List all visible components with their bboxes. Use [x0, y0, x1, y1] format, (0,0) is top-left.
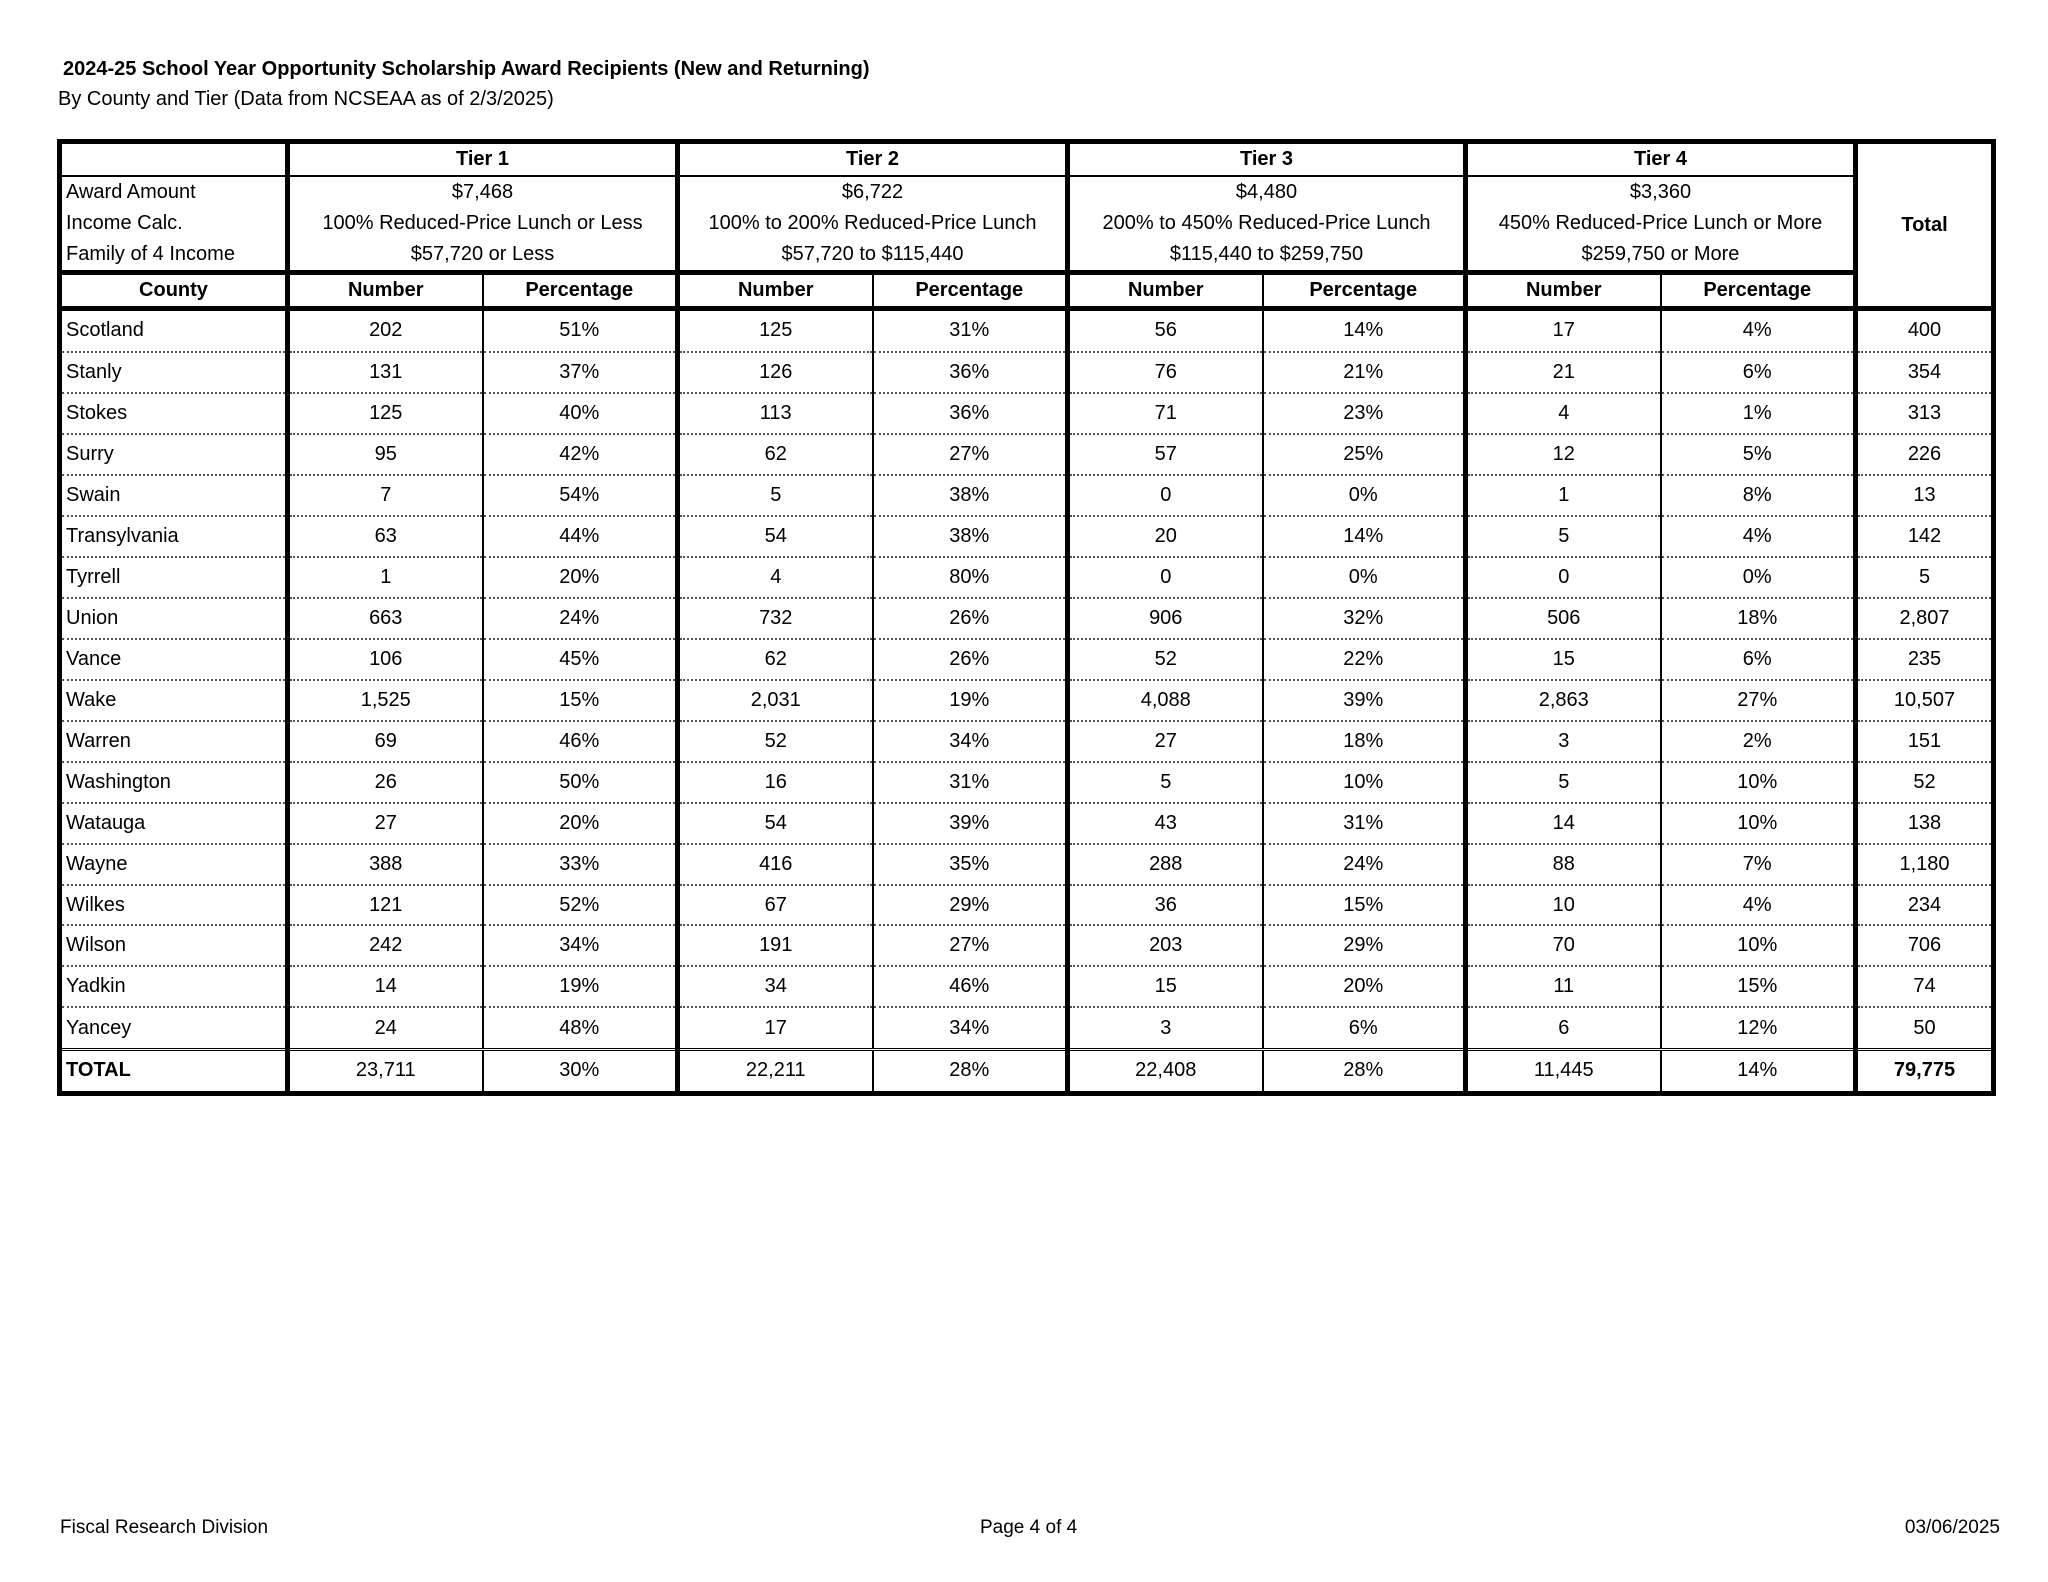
percentage-cell: 36% — [873, 352, 1068, 393]
percentage-cell: 30% — [483, 1049, 678, 1093]
footer-division: Fiscal Research Division — [60, 1517, 269, 1538]
number-cell: 22,408 — [1068, 1049, 1263, 1093]
tier-4-family-income: $259,750 or More — [1466, 239, 1856, 273]
tier-3-percentage-header: Percentage — [1263, 273, 1466, 309]
number-cell: 5 — [1466, 516, 1661, 557]
percentage-cell: 0% — [1263, 557, 1466, 598]
percentage-cell: 29% — [1263, 925, 1466, 966]
county-cell: Wilson — [60, 925, 288, 966]
percentage-cell: 33% — [483, 844, 678, 885]
number-cell: 67 — [678, 885, 873, 926]
number-cell: 1 — [288, 557, 483, 598]
number-cell: 27 — [288, 803, 483, 844]
percentage-cell: 48% — [483, 1007, 678, 1049]
table-row — [60, 557, 1994, 598]
number-cell: 416 — [678, 844, 873, 885]
tier-4-percentage-header: Percentage — [1661, 273, 1856, 309]
percentage-cell: 21% — [1263, 352, 1466, 393]
number-cell: 71 — [1068, 393, 1263, 434]
number-cell: 191 — [678, 925, 873, 966]
county-cell: Scotland — [60, 309, 288, 352]
tier-3-family-income: $115,440 to $259,750 — [1068, 239, 1466, 273]
table-row — [60, 352, 1994, 393]
row-total-cell: 400 — [1856, 309, 1994, 352]
percentage-cell: 18% — [1661, 598, 1856, 639]
number-cell: 11 — [1466, 966, 1661, 1007]
percentage-cell: 22% — [1263, 639, 1466, 680]
percentage-cell: 50% — [483, 762, 678, 803]
number-cell: 2,863 — [1466, 680, 1661, 721]
number-cell: 54 — [678, 516, 873, 557]
percentage-cell: 10% — [1661, 803, 1856, 844]
row-total-cell: 10,507 — [1856, 680, 1994, 721]
award-amount-label: Award Amount — [60, 176, 288, 208]
row-total-cell: 52 — [1856, 762, 1994, 803]
percentage-cell: 5% — [1661, 434, 1856, 475]
number-cell: 5 — [678, 475, 873, 516]
total-header: Total — [1856, 142, 1994, 309]
number-cell: 17 — [1466, 309, 1661, 352]
number-cell: 113 — [678, 393, 873, 434]
county-cell: Yancey — [60, 1007, 288, 1049]
number-cell: 36 — [1068, 885, 1263, 926]
percentage-cell: 25% — [1263, 434, 1466, 475]
number-cell: 131 — [288, 352, 483, 393]
percentage-cell: 39% — [873, 803, 1068, 844]
number-cell: 95 — [288, 434, 483, 475]
percentage-cell: 80% — [873, 557, 1068, 598]
county-cell: Tyrrell — [60, 557, 288, 598]
number-cell: 0 — [1068, 475, 1263, 516]
number-cell: 14 — [288, 966, 483, 1007]
county-cell: Yadkin — [60, 966, 288, 1007]
number-cell: 4,088 — [1068, 680, 1263, 721]
number-cell: 76 — [1068, 352, 1263, 393]
number-cell: 6 — [1466, 1007, 1661, 1049]
percentage-cell: 24% — [1263, 844, 1466, 885]
number-cell: 26 — [288, 762, 483, 803]
number-cell: 125 — [288, 393, 483, 434]
table-body — [60, 309, 1994, 1094]
number-cell: 906 — [1068, 598, 1263, 639]
row-total-cell: 138 — [1856, 803, 1994, 844]
percentage-cell: 12% — [1661, 1007, 1856, 1049]
percentage-cell: 2% — [1661, 721, 1856, 762]
tier-4-income-calc: 450% Reduced-Price Lunch or More — [1466, 208, 1856, 239]
percentage-cell: 29% — [873, 885, 1068, 926]
tier-1-income-calc: 100% Reduced-Price Lunch or Less — [288, 208, 678, 239]
percentage-cell: 19% — [873, 680, 1068, 721]
row-total-cell: 226 — [1856, 434, 1994, 475]
number-cell: 5 — [1068, 762, 1263, 803]
table-row — [60, 680, 1994, 721]
number-cell: 15 — [1466, 639, 1661, 680]
table-row — [60, 721, 1994, 762]
tier-2-income-calc: 100% to 200% Reduced-Price Lunch — [678, 208, 1068, 239]
percentage-cell: 1% — [1661, 393, 1856, 434]
percentage-cell: 37% — [483, 352, 678, 393]
tier-3-award: $4,480 — [1068, 176, 1466, 208]
percentage-cell: 27% — [873, 434, 1068, 475]
county-cell: Transylvania — [60, 516, 288, 557]
percentage-cell: 36% — [873, 393, 1068, 434]
percentage-cell: 4% — [1661, 885, 1856, 926]
number-cell: 121 — [288, 885, 483, 926]
number-cell: 732 — [678, 598, 873, 639]
row-total-cell: 354 — [1856, 352, 1994, 393]
tier-1-family-income: $57,720 or Less — [288, 239, 678, 273]
county-cell: Wayne — [60, 844, 288, 885]
number-cell: 62 — [678, 434, 873, 475]
tier-3-number-header: Number — [1068, 273, 1263, 309]
number-cell: 62 — [678, 639, 873, 680]
percentage-cell: 20% — [1263, 966, 1466, 1007]
row-total-cell: 2,807 — [1856, 598, 1994, 639]
percentage-cell: 38% — [873, 516, 1068, 557]
number-cell: 10 — [1466, 885, 1661, 926]
number-cell: 11,445 — [1466, 1049, 1661, 1093]
percentage-cell: 31% — [873, 762, 1068, 803]
percentage-cell: 31% — [1263, 803, 1466, 844]
tier-2-header: Tier 2 — [678, 142, 1068, 177]
table-row — [60, 639, 1994, 680]
number-cell: 0 — [1068, 557, 1263, 598]
number-cell: 5 — [1466, 762, 1661, 803]
table-row — [60, 1007, 1994, 1049]
number-cell: 0 — [1466, 557, 1661, 598]
tier-3-income-calc: 200% to 450% Reduced-Price Lunch — [1068, 208, 1466, 239]
percentage-cell: 46% — [873, 966, 1068, 1007]
number-cell: 203 — [1068, 925, 1263, 966]
county-cell: Wilkes — [60, 885, 288, 926]
number-cell: 663 — [288, 598, 483, 639]
number-cell: 126 — [678, 352, 873, 393]
tier-2-family-income: $57,720 to $115,440 — [678, 239, 1068, 273]
tier-4-award: $3,360 — [1466, 176, 1856, 208]
percentage-cell: 15% — [1661, 966, 1856, 1007]
table-row — [60, 598, 1994, 639]
row-total-cell: 1,180 — [1856, 844, 1994, 885]
percentage-cell: 54% — [483, 475, 678, 516]
percentage-cell: 28% — [1263, 1049, 1466, 1093]
number-cell: 288 — [1068, 844, 1263, 885]
number-cell: 34 — [678, 966, 873, 1007]
percentage-cell: 35% — [873, 844, 1068, 885]
number-cell: 54 — [678, 803, 873, 844]
percentage-cell: 27% — [1661, 680, 1856, 721]
tier-1-number-header: Number — [288, 273, 483, 309]
row-total-cell: 235 — [1856, 639, 1994, 680]
row-total-cell: 234 — [1856, 885, 1994, 926]
number-cell: 4 — [1466, 393, 1661, 434]
number-cell: 88 — [1466, 844, 1661, 885]
percentage-cell: 34% — [483, 925, 678, 966]
percentage-cell: 31% — [873, 309, 1068, 352]
percentage-cell: 6% — [1661, 639, 1856, 680]
percentage-cell: 7% — [1661, 844, 1856, 885]
percentage-cell: 19% — [483, 966, 678, 1007]
percentage-cell: 26% — [873, 639, 1068, 680]
percentage-cell: 32% — [1263, 598, 1466, 639]
county-cell: Warren — [60, 721, 288, 762]
percentage-cell: 14% — [1263, 516, 1466, 557]
number-cell: 24 — [288, 1007, 483, 1049]
county-cell: Union — [60, 598, 288, 639]
number-cell: 21 — [1466, 352, 1661, 393]
number-cell: 7 — [288, 475, 483, 516]
percentage-cell: 23% — [1263, 393, 1466, 434]
income-calc-label: Income Calc. — [60, 208, 288, 239]
row-total-cell: 706 — [1856, 925, 1994, 966]
percentage-cell: 26% — [873, 598, 1068, 639]
percentage-cell: 20% — [483, 557, 678, 598]
document-subtitle: By County and Tier (Data from NCSEAA as of 2/3/2025) — [58, 88, 554, 110]
row-total-cell: 142 — [1856, 516, 1994, 557]
number-cell: 106 — [288, 639, 483, 680]
percentage-cell: 6% — [1661, 352, 1856, 393]
percentage-cell: 45% — [483, 639, 678, 680]
number-cell: 202 — [288, 309, 483, 352]
number-cell: 52 — [1068, 639, 1263, 680]
percentage-cell: 27% — [873, 925, 1068, 966]
percentage-cell: 34% — [873, 721, 1068, 762]
percentage-cell: 10% — [1263, 762, 1466, 803]
tier-4-header: Tier 4 — [1466, 142, 1856, 177]
number-cell: 57 — [1068, 434, 1263, 475]
percentage-cell: 4% — [1661, 309, 1856, 352]
percentage-cell: 46% — [483, 721, 678, 762]
county-cell: Surry — [60, 434, 288, 475]
percentage-cell: 20% — [483, 803, 678, 844]
total-label: TOTAL — [60, 1049, 288, 1093]
row-total-cell: 74 — [1856, 966, 1994, 1007]
table-row — [60, 925, 1994, 966]
table-row — [60, 393, 1994, 434]
percentage-cell: 0% — [1661, 557, 1856, 598]
county-cell: Swain — [60, 475, 288, 516]
county-cell: Stanly — [60, 352, 288, 393]
tier-3-header: Tier 3 — [1068, 142, 1466, 177]
percentage-cell: 52% — [483, 885, 678, 926]
number-cell: 3 — [1466, 721, 1661, 762]
percentage-cell: 51% — [483, 309, 678, 352]
table-row — [60, 434, 1994, 475]
corner-cell — [60, 142, 288, 177]
document-title: 2024-25 School Year Opportunity Scholarship Award Recipients (New and Returning) — [63, 58, 870, 80]
number-cell: 242 — [288, 925, 483, 966]
number-cell: 388 — [288, 844, 483, 885]
table-row — [60, 844, 1994, 885]
percentage-cell: 0% — [1263, 475, 1466, 516]
number-cell: 22,211 — [678, 1049, 873, 1093]
number-cell: 20 — [1068, 516, 1263, 557]
number-cell: 1 — [1466, 475, 1661, 516]
number-cell: 125 — [678, 309, 873, 352]
row-total-cell: 313 — [1856, 393, 1994, 434]
percentage-cell: 18% — [1263, 721, 1466, 762]
tier-2-number-header: Number — [678, 273, 873, 309]
row-total-cell: 13 — [1856, 475, 1994, 516]
percentage-cell: 39% — [1263, 680, 1466, 721]
percentage-cell: 24% — [483, 598, 678, 639]
tier-2-percentage-header: Percentage — [873, 273, 1068, 309]
number-cell: 1,525 — [288, 680, 483, 721]
number-cell: 2,031 — [678, 680, 873, 721]
number-cell: 3 — [1068, 1007, 1263, 1049]
number-cell: 52 — [678, 721, 873, 762]
scholarship-table — [57, 139, 1996, 1096]
number-cell: 69 — [288, 721, 483, 762]
row-total-cell: 50 — [1856, 1007, 1994, 1049]
tier-1-percentage-header: Percentage — [483, 273, 678, 309]
number-cell: 506 — [1466, 598, 1661, 639]
number-cell: 4 — [678, 557, 873, 598]
tier-1-award: $7,468 — [288, 176, 678, 208]
percentage-cell: 42% — [483, 434, 678, 475]
footer-page-number: Page 4 of 4 — [980, 1517, 1078, 1538]
county-header: County — [60, 273, 288, 309]
percentage-cell: 15% — [483, 680, 678, 721]
percentage-cell: 28% — [873, 1049, 1068, 1093]
county-cell: Washington — [60, 762, 288, 803]
county-cell: Watauga — [60, 803, 288, 844]
table-row — [60, 803, 1994, 844]
percentage-cell: 8% — [1661, 475, 1856, 516]
table-row — [60, 966, 1994, 1007]
number-cell: 14 — [1466, 803, 1661, 844]
percentage-cell: 34% — [873, 1007, 1068, 1049]
number-cell: 16 — [678, 762, 873, 803]
number-cell: 27 — [1068, 721, 1263, 762]
row-total-cell: 79,775 — [1856, 1049, 1994, 1093]
percentage-cell: 38% — [873, 475, 1068, 516]
table-row — [60, 762, 1994, 803]
number-cell: 23,711 — [288, 1049, 483, 1093]
percentage-cell: 15% — [1263, 885, 1466, 926]
number-cell: 56 — [1068, 309, 1263, 352]
table-row — [60, 475, 1994, 516]
percentage-cell: 14% — [1263, 309, 1466, 352]
percentage-cell: 40% — [483, 393, 678, 434]
footer-date: 03/06/2025 — [1904, 1517, 2000, 1538]
table-row — [60, 309, 1994, 352]
percentage-cell: 4% — [1661, 516, 1856, 557]
county-cell: Vance — [60, 639, 288, 680]
row-total-cell: 5 — [1856, 557, 1994, 598]
percentage-cell: 6% — [1263, 1007, 1466, 1049]
tier-1-header: Tier 1 — [288, 142, 678, 177]
table-row — [60, 516, 1994, 557]
percentage-cell: 10% — [1661, 925, 1856, 966]
tier-4-number-header: Number — [1466, 273, 1661, 309]
tier-2-award: $6,722 — [678, 176, 1068, 208]
number-cell: 70 — [1466, 925, 1661, 966]
table-row — [60, 885, 1994, 926]
number-cell: 43 — [1068, 803, 1263, 844]
number-cell: 17 — [678, 1007, 873, 1049]
county-cell: Wake — [60, 680, 288, 721]
number-cell: 12 — [1466, 434, 1661, 475]
percentage-cell: 44% — [483, 516, 678, 557]
family-income-label: Family of 4 Income — [60, 239, 288, 273]
number-cell: 15 — [1068, 966, 1263, 1007]
percentage-cell: 10% — [1661, 762, 1856, 803]
county-cell: Stokes — [60, 393, 288, 434]
number-cell: 63 — [288, 516, 483, 557]
row-total-cell: 151 — [1856, 721, 1994, 762]
percentage-cell: 14% — [1661, 1049, 1856, 1093]
total-row — [60, 1049, 1994, 1093]
